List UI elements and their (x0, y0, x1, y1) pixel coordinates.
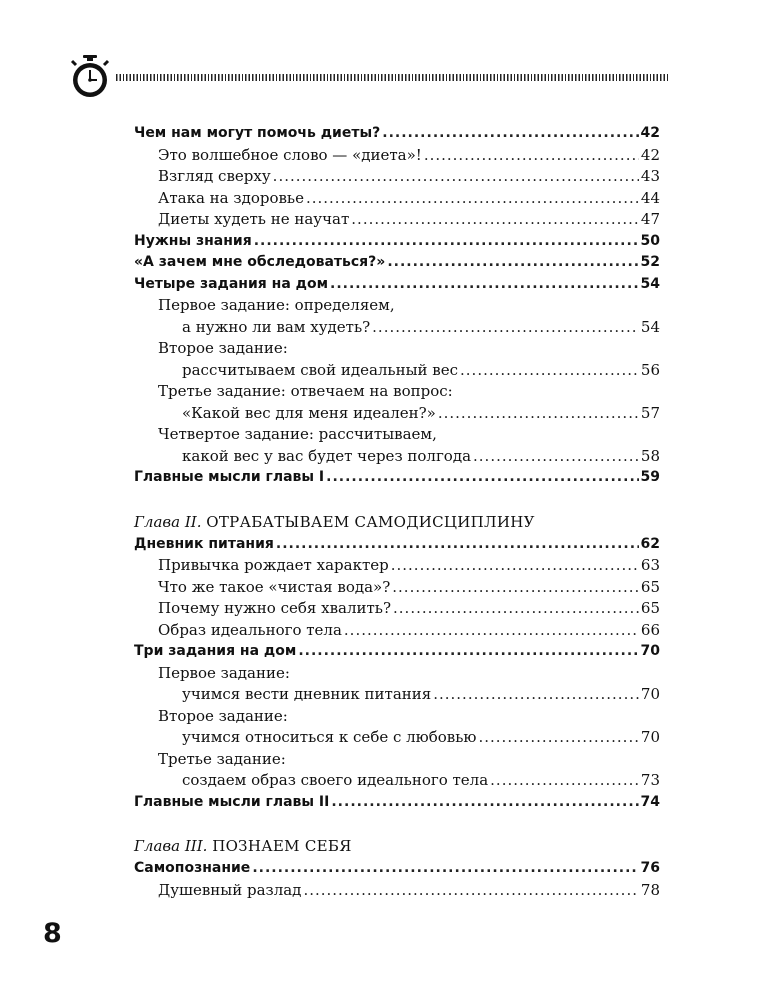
toc-entry-title: Взгляд сверху (158, 167, 271, 185)
toc-leader-dots (387, 252, 638, 274)
toc-entry-page: 56 (640, 360, 660, 379)
toc-entry-title: «Какой вес для меня идеален?» (182, 403, 436, 422)
toc-entry-summary-2[interactable] (134, 792, 660, 814)
toc-entry[interactable] (134, 252, 660, 274)
toc-leader-dots (382, 123, 638, 145)
toc-entry-page: 58 (640, 446, 660, 465)
toc-leader-dots (331, 792, 638, 814)
toc-entry-title: Образ идеального тела (158, 620, 342, 639)
toc-leader-dots (460, 360, 639, 382)
toc-entry-page: 74 (640, 793, 660, 810)
toc-entry-title: Почему нужно себя хвалить? (158, 599, 392, 617)
toc-entry-page: 43 (640, 167, 660, 185)
toc-leader-dots (490, 770, 639, 792)
toc-leader-dots (391, 555, 639, 577)
toc-leader-dots (344, 620, 639, 642)
chapter-label: Глава II. (134, 512, 202, 531)
toc-section-1 (134, 123, 660, 295)
toc-entry[interactable] (134, 727, 660, 749)
toc-entry-title: Привычка рождает характер (158, 556, 389, 574)
chapter-title: ОТРАБАТЫВАЕМ САМОДИСЦИПЛИНУ (206, 512, 535, 531)
toc-entry-title: рассчитываем свой идеальный вес (182, 360, 459, 379)
toc-entry[interactable] (134, 534, 660, 556)
toc-entry-page: 54 (640, 317, 660, 336)
page-number: 8 (43, 918, 62, 949)
toc-entry[interactable] (134, 641, 660, 663)
toc-entry-first-line[interactable]: Четвертое задание: рассчитываем, (158, 425, 437, 443)
toc-entry-page: 70 (640, 643, 660, 659)
toc-leader-dots (306, 188, 639, 210)
toc-entry-page: 42 (640, 145, 660, 164)
toc-entry-title: Главные мысли главы I (134, 469, 325, 485)
toc-entry-first-line[interactable]: Второе задание: (158, 706, 288, 725)
toc-entry-page: 42 (640, 125, 660, 141)
toc-entry-page: 47 (640, 210, 660, 228)
toc-entry-page: 44 (640, 188, 660, 207)
toc-leader-dots (298, 641, 638, 663)
toc-leader-dots (478, 727, 638, 749)
toc-entry[interactable] (134, 188, 660, 210)
toc-entry-page: 78 (640, 880, 660, 899)
toc-entry-title: «А зачем мне обследоваться?» (134, 254, 386, 270)
toc-tasks-2 (134, 663, 660, 792)
toc-entry[interactable] (134, 209, 660, 231)
toc-leader-dots (392, 577, 639, 599)
toc-entry-title: Душевный разлад (158, 880, 302, 899)
toc-leader-dots (372, 317, 639, 339)
toc-entry-page: 54 (640, 275, 660, 292)
toc-leader-dots (252, 858, 638, 880)
toc-section-3 (134, 858, 660, 901)
toc-entry-page: 52 (640, 254, 660, 270)
toc-entry-page: 70 (640, 685, 660, 703)
toc-leader-dots (438, 403, 639, 425)
toc-entry-title: Атака на здоровье (158, 188, 304, 207)
toc-entry-page: 65 (640, 599, 660, 617)
toc-entry-title: учимся вести дневник питания (182, 685, 432, 703)
toc-entry-first-line[interactable]: Второе задание: (158, 339, 288, 357)
page-header (70, 55, 670, 99)
toc-entry[interactable] (134, 446, 660, 468)
toc-entry-title: Самопознание (134, 860, 251, 876)
toc-entry-title: создаем образ своего идеального тела (182, 771, 489, 789)
toc-entry-page: 66 (640, 620, 660, 639)
toc-entry-title: Главные мысли главы II (134, 793, 330, 810)
chapter-heading-2 (134, 510, 660, 534)
toc-entry-page: 50 (640, 232, 660, 249)
toc-section-2 (134, 534, 660, 663)
toc-entry-first-line[interactable]: Первое задание: (158, 663, 290, 682)
toc-entry[interactable] (134, 880, 660, 902)
toc-entry[interactable] (134, 555, 660, 577)
toc-entry-page: 70 (640, 728, 660, 746)
toc-entry[interactable] (134, 403, 660, 425)
toc-entry-title: какой вес у вас будет через полгода (182, 446, 472, 465)
toc-entry[interactable] (134, 166, 660, 188)
toc-entry-title: Четыре задания на дом (134, 275, 329, 292)
toc-entry-title: а нужно ли вам худеть? (182, 317, 371, 336)
toc-entry-summary-1[interactable] (134, 467, 660, 489)
toc-leader-dots (330, 274, 638, 296)
toc-leader-dots (424, 145, 639, 167)
toc-entry[interactable] (134, 231, 660, 253)
toc-leader-dots (351, 209, 639, 231)
toc-leader-dots (303, 880, 638, 902)
chapter-title: ПОЗНАЕМ СЕБЯ (212, 837, 352, 855)
toc-entry-title: Три задания на дом (134, 643, 297, 659)
toc-entry[interactable] (134, 145, 660, 167)
toc-entry[interactable] (134, 123, 660, 145)
toc-entry[interactable] (134, 577, 660, 599)
toc-entry[interactable] (134, 317, 660, 339)
toc-entry[interactable] (134, 684, 660, 706)
toc-entry-first-line[interactable]: Третье задание: отвечаем на вопрос: (158, 382, 453, 400)
toc-entry-page: 59 (640, 469, 660, 485)
toc-entry[interactable] (134, 770, 660, 792)
toc-entry-page: 76 (640, 860, 660, 876)
toc-entry-page: 62 (640, 535, 660, 552)
toc-leader-dots (254, 231, 639, 253)
toc-entry[interactable] (134, 620, 660, 642)
toc-entry-page: 57 (640, 403, 660, 422)
toc-entry-page: 63 (640, 556, 660, 574)
table-of-contents (134, 123, 660, 901)
toc-entry[interactable] (134, 274, 660, 296)
toc-leader-dots (276, 534, 639, 556)
toc-entry-page: 73 (640, 771, 660, 789)
toc-entry-title: Что же такое «чистая вода»? (158, 577, 391, 596)
toc-leader-dots (326, 467, 638, 489)
toc-entry-first-line[interactable]: Третье задание: (158, 749, 286, 768)
toc-tasks-1 (134, 295, 660, 467)
toc-leader-dots (273, 166, 639, 188)
toc-leader-dots (473, 446, 639, 468)
toc-entry-page: 65 (640, 577, 660, 596)
toc-entry[interactable] (134, 598, 660, 620)
stopwatch-icon (70, 55, 110, 99)
toc-entry[interactable] (134, 360, 660, 382)
header-dotted-rule (116, 74, 670, 81)
toc-entry-title: Диеты худеть не научат (158, 210, 350, 228)
toc-entry-title: учимся относиться к себе с любовью (182, 728, 477, 746)
toc-entry-title: Нужны знания (134, 232, 252, 249)
toc-entry-title: Дневник питания (134, 535, 274, 552)
toc-entry-title: Чем нам могут помочь диеты? (134, 125, 381, 141)
chapter-label: Глава III. (134, 837, 208, 855)
toc-leader-dots (393, 598, 639, 620)
chapter-heading-3 (134, 834, 660, 858)
toc-entry-first-line[interactable]: Первое задание: определяем, (158, 296, 395, 314)
toc-leader-dots (433, 684, 639, 706)
toc-entry[interactable] (134, 858, 660, 880)
toc-entry-title: Это волшебное слово — «диета»! (158, 145, 422, 164)
